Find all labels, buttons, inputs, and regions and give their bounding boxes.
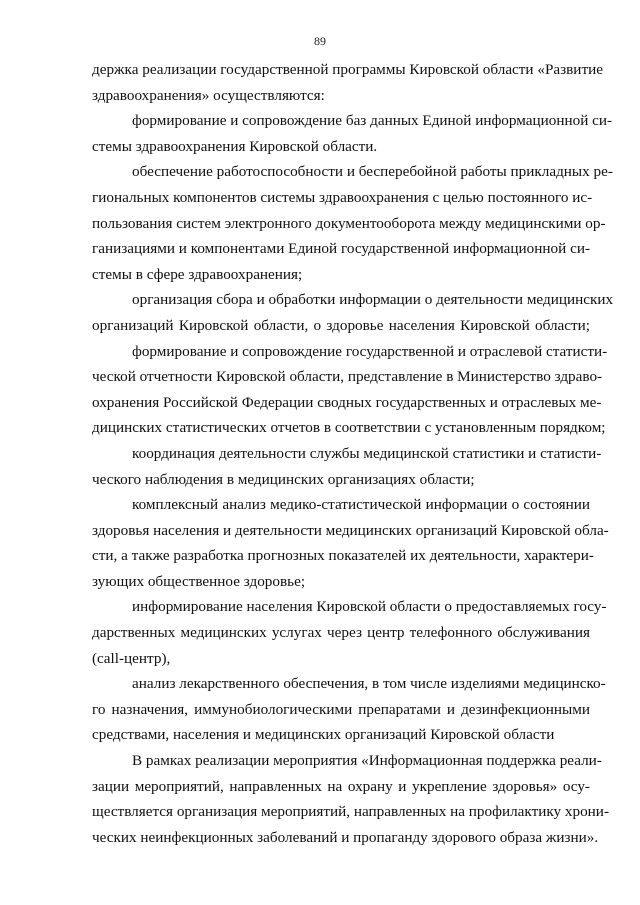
text-line: (call-центр), — [92, 649, 171, 667]
text-line: дицинских статистических отчетов в соответствии с установленным порядком; — [92, 419, 606, 437]
text-line: обеспечение работоспособности и бесперебойной работы прикладных ре- — [132, 163, 613, 181]
text-line: сти, а также разработка прогнозных показателей их деятельности, характери- — [92, 547, 594, 565]
page-number: 89 — [314, 34, 326, 48]
text-line: здравоохранения» осуществляются: — [92, 86, 325, 104]
text-line: информирование населения Кировской области о предоставляемых госу- — [132, 598, 607, 616]
text-line: стемы здравоохранения Кировской области. — [92, 137, 378, 155]
text-line: комплексный анализ медико-статистической информации о состоянии — [132, 496, 590, 514]
text-line: формирование и сопровождение баз данных Единой информационной си- — [132, 112, 613, 130]
text-line: формирование и сопровождение государственной и отраслевой статисти- — [132, 342, 608, 360]
text-line: дарственных медицинских услугах через центр телефонного обслуживания — [92, 624, 590, 642]
text-line: держка реализации государственной программы Кировской области «Развитие — [92, 61, 603, 78]
text-line: ческого наблюдения в медицинских организациях области; — [92, 470, 475, 488]
text-line: В рамках реализации мероприятия «Информационная поддержка реали- — [132, 752, 602, 770]
text-line: зации мероприятий, направленных на охрану и укрепление здоровья» осу- — [92, 777, 590, 795]
text-line: организаций Кировской области, о здоровье населения Кировской области; — [92, 316, 590, 334]
text-line: гиональных компонентов системы здравоохранения с целью постоянного ис- — [92, 188, 593, 206]
text-line: пользования систем электронного документооборота между медицинскими ор- — [92, 214, 606, 232]
text-line: го назначения, иммунобиологическими препаратами и дезинфекционными — [92, 700, 590, 718]
text-line: координация деятельности службы медицинской статистики и статисти- — [132, 444, 602, 462]
text-line: ческой отчетности Кировской области, представление в Министерство здраво- — [92, 368, 603, 386]
text-line: средствами, населения и медицинских организаций Кировской области — [92, 726, 555, 744]
text-line: стемы в сфере здравоохранения; — [92, 265, 303, 283]
body-text — [92, 57, 614, 850]
text-line: ществляется организация мероприятий, направленных на профилактику хрони- — [92, 803, 609, 821]
text-line: анализ лекарственного обеспечения, в том числе изделиями медицинско- — [132, 675, 606, 693]
text-line: зующих общественное здоровье; — [92, 572, 306, 590]
text-line: ческих неинфекционных заболеваний и пропаганду здорового образа жизни». — [92, 828, 599, 846]
text-line: ганизациями и компонентами Единой государственной информационной си- — [92, 240, 590, 258]
text-line: организация сбора и обработки информации о деятельности медицинских — [132, 291, 614, 309]
text-line: охранения Российской Федерации сводных государственных и отраслевых ме- — [92, 393, 602, 411]
text-line: здоровья населения и деятельности медицинских организаций Кировской обла- — [92, 521, 609, 539]
